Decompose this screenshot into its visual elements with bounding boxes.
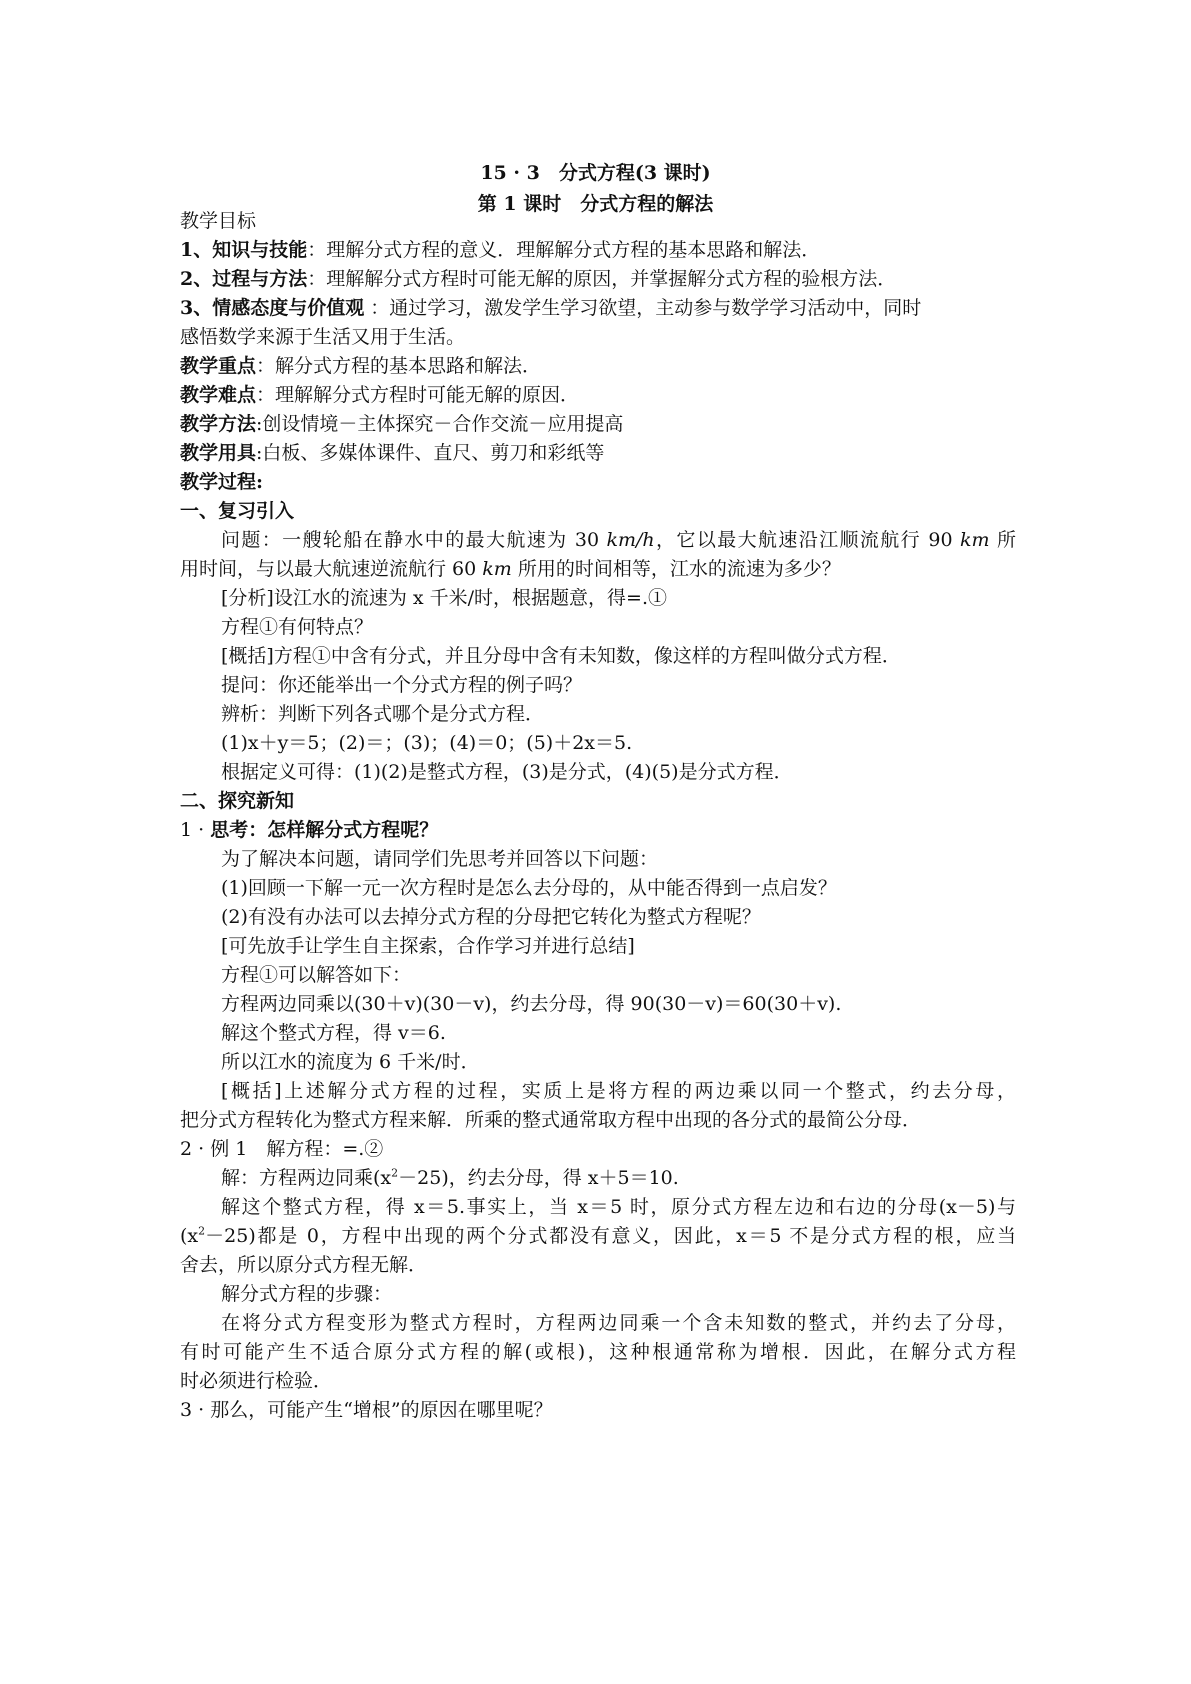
difficult-points-label: 教学难点: [180, 384, 257, 406]
solution-line-4: 舍去，所以原分式方程无解．: [180, 1254, 428, 1276]
objective-2: [180, 267, 896, 291]
problem-text-d: 用时间，与以最大航速逆流航行 60: [180, 558, 483, 580]
unit-km: km: [960, 529, 990, 551]
teaching-tools: [180, 441, 604, 465]
ask-line: 提问：你还能举出一个分式方程的例子吗？: [221, 674, 583, 696]
teaching-method: [180, 412, 623, 436]
problem-text-b: ，它以最大航速沿江顺流航行 90: [654, 529, 961, 551]
solution-text-3b: －25)都是 0，方程中出现的两个分式都没有意义，因此，x＝5 不是分式方程的根，应当: [205, 1225, 1016, 1247]
explore-p1: 为了解决本问题，请同学们先思考并回答以下问题：: [221, 848, 659, 870]
feature-question: 方程①有何特点？: [221, 616, 374, 638]
superscript-2: 2: [391, 1166, 399, 1180]
page-title: 15 · 3 分式方程(3 课时): [480, 162, 711, 184]
objective-1-label: 1、知识与技能: [180, 239, 308, 261]
section-1-heading: 一、复习引入: [180, 500, 295, 522]
superscript-2b: 2: [198, 1224, 206, 1238]
explore-p8: 所以江水的流度为 6 千米/时．: [221, 1051, 480, 1073]
steps-heading: 解分式方程的步骤：: [221, 1283, 393, 1305]
solution-line-1: [221, 1166, 679, 1190]
problem-text-c: 所: [989, 529, 1016, 551]
problem-line-1: [221, 528, 1016, 552]
solution-text-3a: (x: [180, 1225, 199, 1247]
summary-line: [概括]方程①中含有分式，并且分母中含有未知数，像这样的方程叫做分式方程．: [221, 645, 901, 667]
problem-text-a: 问题：一艘轮船在静水中的最大航速为 30: [221, 529, 607, 551]
teaching-tools-label: 教学用具: [180, 442, 257, 464]
explore-p5: 方程①可以解答如下：: [221, 964, 412, 986]
analysis-line: [分析]设江水的流速为 x 千米/时，根据题意，得=.①: [221, 587, 667, 609]
problem-text-e: 所用的时间相等，江水的流速为多少？: [511, 558, 841, 580]
teaching-method-text: :创设情境－主体探究－合作交流－应用提高: [256, 413, 624, 435]
explore-p6: 方程两边同乘以(30＋v)(30－v)，约去分母，得 90(30－v)＝60(30＋v).: [221, 993, 842, 1015]
objectives-heading: 教学目标: [180, 210, 257, 232]
objective-3-label: 3、情感态度与价值观: [180, 297, 365, 319]
unit-kmh: km/h: [606, 529, 655, 551]
key-points-text: ：解分式方程的基本思路和解法．: [256, 355, 542, 377]
explore-p7: 解这个整式方程，得 v＝6.: [221, 1022, 446, 1044]
objective-3-continued: 感悟数学来源于生活又用于生活。: [180, 326, 466, 348]
think-line: [180, 818, 438, 842]
objective-3: [180, 296, 921, 320]
judge-line: 辨析：判断下列各式哪个是分式方程．: [221, 703, 545, 725]
problem-line-2: [180, 557, 841, 581]
objective-1: [180, 238, 820, 262]
solution-text-a: 解：方程两边同乘(x: [221, 1167, 392, 1189]
explore-p3: (2)有没有办法可以去掉分式方程的分母把它转化为整式方程呢？: [221, 906, 761, 928]
explore-p4: [可先放手让学生自主探索，合作学习并进行总结]: [221, 935, 635, 957]
objective-2-label: 2、过程与方法: [180, 268, 308, 290]
objective-1-text: ：理解分式方程的意义．理解解分式方程的基本思路和解法．: [307, 239, 821, 261]
key-points-label: 教学重点: [180, 355, 257, 377]
think-number: 1 ·: [180, 819, 211, 841]
teaching-tools-text: :白板、多媒体课件、直尺、剪刀和彩纸等: [256, 442, 605, 464]
solution-text-b: －25)，约去分母，得 x＋5＝10.: [398, 1167, 679, 1189]
steps-line-1: 在将分式方程变形为整式方程时，方程两边同乘一个含未知数的整式，并约去了分母，: [221, 1312, 1016, 1334]
question-3: 3 · 那么，可能产生“增根”的原因在哪里呢？: [180, 1399, 553, 1421]
difficult-points-text: ：理解解分式方程时可能无解的原因．: [256, 384, 580, 406]
steps-line-3: 时必须进行检验．: [180, 1370, 333, 1392]
difficult-points: [180, 383, 579, 407]
solution-line-2: 解这个整式方程，得 x＝5.事实上，当 x＝5 时，原分式方程左边和右边的分母(x－5)与: [221, 1196, 1016, 1218]
equation-list: (1)x＋y＝5；(2)＝；(3)；(4)＝0；(5)＋2x＝5.: [221, 732, 633, 754]
key-points: [180, 354, 541, 378]
definition-answer: 根据定义可得：(1)(2)是整式方程，(3)是分式，(4)(5)是分式方程．: [221, 761, 793, 783]
solution-line-3: [180, 1224, 1016, 1248]
teaching-process-label: 教学过程:: [180, 471, 264, 493]
unit-km-2: km: [482, 558, 512, 580]
example-1-line: 2 · 例 1 解方程：=.②: [180, 1138, 384, 1160]
explore-p9: [概括]上述解分式方程的过程，实质上是将方程的两边乘以同一个整式，约去分母，: [221, 1080, 1016, 1102]
teaching-method-label: 教学方法: [180, 413, 257, 435]
section-2-heading: 二、探究新知: [180, 790, 295, 812]
think-text: 思考：怎样解分式方程呢？: [210, 819, 439, 841]
steps-line-2: 有时可能产生不适合原分式方程的解(或根)，这种根通常称为增根．因此，在解分式方程: [180, 1341, 1016, 1363]
page-subtitle: 第 1 课时 分式方程的解法: [477, 193, 714, 215]
objective-3-text: ：通过学习，激发学生学习欲望，主动参与数学学习活动中，同时: [364, 297, 922, 319]
explore-p2: (1)回顾一下解一元一次方程时是怎么去分母的，从中能否得到一点启发？: [221, 877, 837, 899]
objective-2-text: ：理解解分式方程时可能无解的原因，并掌握解分式方程的验根方法．: [307, 268, 897, 290]
explore-p10: 把分式方程转化为整式方程来解．所乘的整式通常取方程中出现的各分式的最简公分母．: [180, 1109, 922, 1131]
